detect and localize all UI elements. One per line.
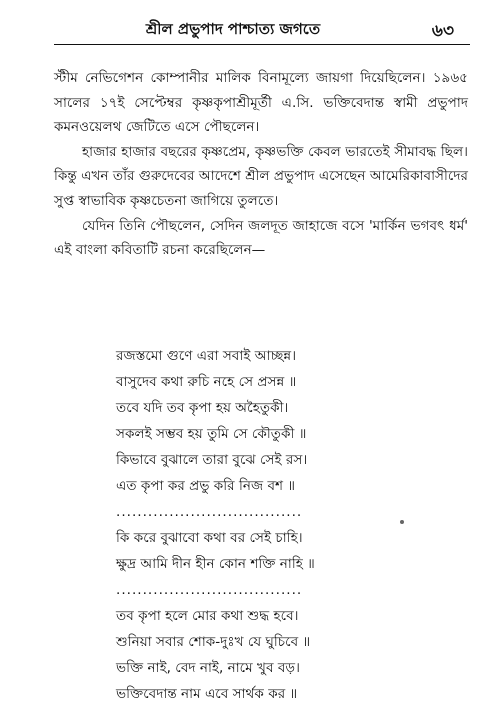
- paragraph: হাজার হাজার বছরের কৃষ্ণপ্রেম, কৃষ্ণভক্তি কেবল ভারতেই সীমাবদ্ধ ছিল। কিন্তু এখন তাঁর গুরুদেবের আদেশে শ্রীল প্রভুপাদ এসেছেন আমেরিকাবাসীদের সুপ্ত স্বাভাবিক কৃষ্ণচেতনা জাগিয়ে তুলতে।: [54, 143, 468, 209]
- body-text: [54, 66, 468, 263]
- verse-line: কি করে বুঝাবো কথা বর সেই চাহি।: [116, 530, 303, 546]
- ink-smudge: [400, 520, 404, 524]
- verse-line: রজস্তমো গুণে এরা সবাই আচ্ছন্ন।: [116, 348, 297, 364]
- verse-line: তব কৃপা হলে মোর কথা শুদ্ধ হবে।: [116, 608, 299, 624]
- header-rule: [54, 44, 470, 45]
- verse-line: সকলই সম্ভব হয় তুমি সে কৌতুকী ॥: [116, 426, 307, 442]
- verse-line: ভক্তিবেদান্ত নাম এবে সার্থক কর ॥: [116, 686, 298, 702]
- verse-line: বাসুদেব কথা রুচি নহে সে প্রসন্ন ॥: [116, 374, 297, 390]
- poem-verse: [116, 343, 412, 707]
- paragraph: স্টীম নেভিগেশন কোম্পানীর মালিক বিনামূল্যে জায়গা দিয়েছিলেন। ১৯৬৫ সালের ১৭ই সেপ্টেম্বর কৃষ্ণকৃপাশ্রীমূর্তী এ.সি. ভক্তিবেদান্ত স্বামী প্রভুপাদ কমনওয়েলথ জেটিতে এসে পৌছলেন।: [54, 70, 468, 136]
- paragraph: যেদিন তিনি পৌছলেন, সেদিন জলদূত জাহাজে বসে 'মার্কিন ভগবৎ ধর্ম' এই বাংলা কবিতাটি রচনা করেছিলেন—: [54, 217, 468, 259]
- verse-ellipsis: ...................................: [116, 582, 303, 598]
- verse-line: তবে যদি তব কৃপা হয় অহৈতুকী।: [116, 400, 289, 416]
- verse-line: ভক্তি নাই, বেদ নাই, নামে খুব বড়।: [116, 660, 300, 676]
- verse-ellipsis: ...................................: [116, 504, 303, 520]
- page-number: ৬৩: [431, 21, 454, 41]
- page-header: [54, 14, 472, 44]
- verse-line: কিভাবে বুঝালে তারা বুঝে সেই রস।: [116, 452, 308, 468]
- verse-line: শুনিয়া সবার শোক-দুঃখ যে ঘুচিবে ॥: [116, 634, 311, 650]
- running-title: শ্রীল প্রভুপাদ পাশ্চাত্য জগতে: [145, 20, 321, 38]
- verse-line: ক্ষুদ্র আমি দীন হীন কোন শক্তি নাহি ॥: [116, 556, 315, 572]
- verse-line: এত কৃপা কর প্রভু করি নিজ বশ ॥: [116, 478, 296, 494]
